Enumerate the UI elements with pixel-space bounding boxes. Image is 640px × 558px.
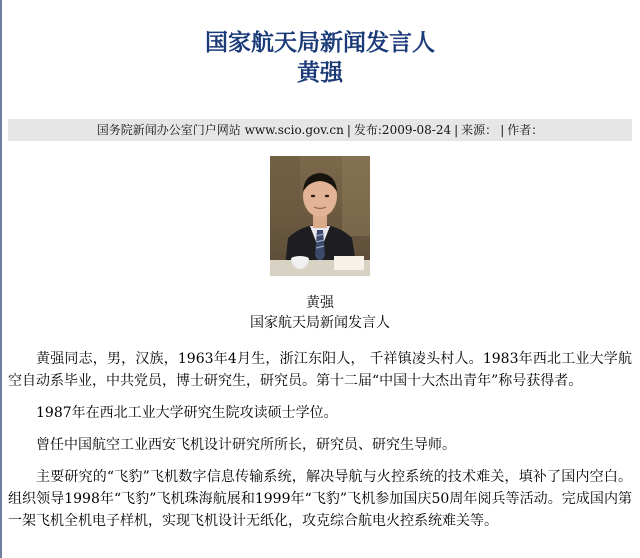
paragraph: 1987年在西北工业大学研究生院攻读硕士学位。 bbox=[36, 405, 338, 421]
meta-origin: 来源： bbox=[461, 123, 498, 137]
meta-separator: | bbox=[500, 123, 505, 137]
paragraph: 主要研究的“飞豹”飞机数字信息传输系统，解决导航与火控系统的技术难关，填补了国内空白。组织领导1998年“飞豹”飞机珠海航展和1999年“飞豹”飞机参加国庆50周年阅兵等活动。完成国内第一架飞机全机电子样机，实现飞机设计无纸化，攻克综合航电火控系统难关等。 bbox=[8, 469, 632, 529]
article-meta-bar bbox=[8, 119, 632, 141]
caption-role: 国家航天局新闻发言人 bbox=[250, 315, 390, 331]
meta-published-date: 发布:2009-08-24 bbox=[353, 123, 452, 137]
title-line-1: 国家航天局新闻发言人 bbox=[205, 29, 435, 56]
meta-separator: | bbox=[346, 123, 351, 137]
photo-caption bbox=[0, 293, 640, 333]
article-title bbox=[0, 28, 640, 88]
meta-source: 国务院新闻办公室门户网站 www.scio.gov.cn bbox=[96, 123, 344, 137]
meta-author: 作者： bbox=[507, 123, 544, 137]
caption-name: 黄强 bbox=[306, 295, 334, 311]
article-body bbox=[8, 348, 632, 542]
paragraph: 黄强同志，男，汉族，1963年4月生，浙江东阳人， 千祥镇凌头村人。1983年西北工业大学航空自动系毕业，中共党员，博士研究生，研究员。第十二届“中国十大杰出青年”称号获得者。 bbox=[8, 351, 632, 389]
title-line-2: 黄强 bbox=[297, 59, 343, 86]
portrait-illustration bbox=[270, 156, 370, 276]
portrait-photo bbox=[270, 156, 370, 276]
meta-separator: | bbox=[454, 123, 459, 137]
paragraph: 曾任中国航空工业西安飞机设计研究所所长，研究员、研究生导师。 bbox=[36, 437, 456, 453]
